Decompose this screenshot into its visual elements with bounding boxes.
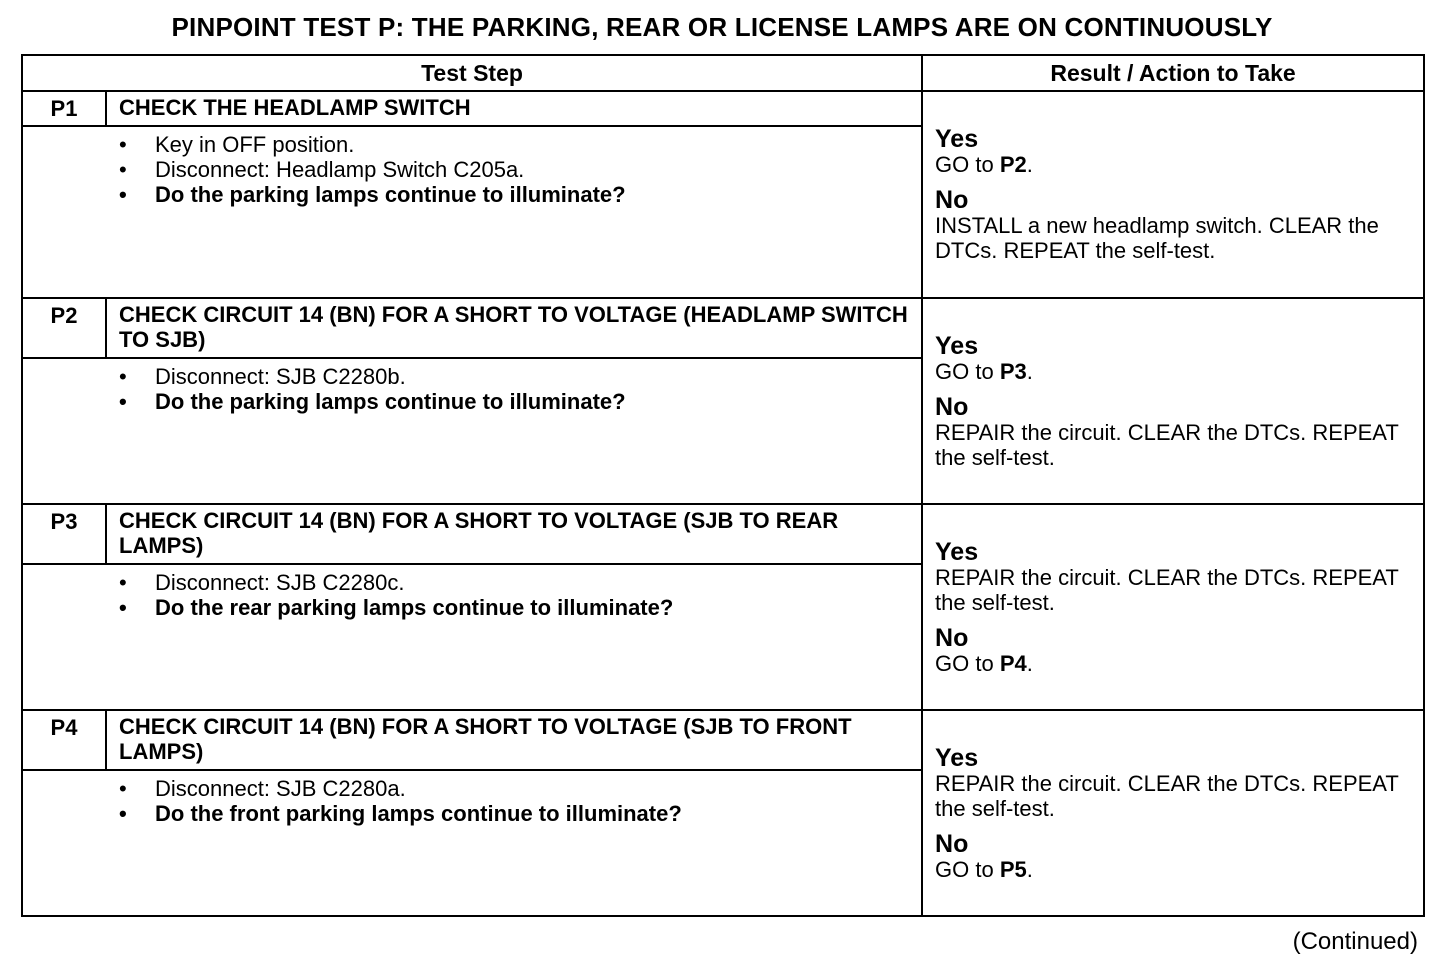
step-title-row: [22, 710, 1424, 770]
no-action: INSTALL a new headlamp switch. CLEAR the DTCs. REPEAT the self-test.: [935, 213, 1379, 263]
yes-label: Yes: [935, 331, 979, 360]
table-header-row: [22, 55, 1424, 91]
list-item: • Disconnect: Headlamp Switch C205a.: [119, 157, 525, 182]
step-title: CHECK CIRCUIT 14 (BN) FOR A SHORT TO VOLTAGE (SJB TO REAR LAMPS): [106, 504, 922, 564]
yes-label: Yes: [935, 743, 979, 772]
result-header: Result / Action to Take: [922, 55, 1424, 91]
step-id: P4: [22, 710, 106, 770]
no-action: GO to P4.: [935, 650, 1033, 676]
no-label: No: [935, 392, 969, 421]
step-title: CHECK CIRCUIT 14 (BN) FOR A SHORT TO VOLTAGE (SJB TO FRONT LAMPS): [106, 710, 922, 770]
step-result: [922, 298, 1424, 504]
list-item-question: • Do the parking lamps continue to illuminate?: [119, 389, 626, 414]
yes-action: REPAIR the circuit. CLEAR the DTCs. REPEAT the self-test.: [935, 564, 1399, 615]
step-instructions: [22, 358, 922, 504]
page-title: PINPOINT TEST P: THE PARKING, REAR OR LICENSE LAMPS ARE ON CONTINUOUSLY: [171, 12, 1273, 42]
list-item-question: • Do the rear parking lamps continue to illuminate?: [119, 595, 674, 620]
yes-label: Yes: [935, 537, 979, 566]
list-item: • Disconnect: SJB C2280a.: [119, 776, 406, 801]
list-item: • Disconnect: SJB C2280b.: [119, 364, 406, 389]
step-instructions: [22, 770, 922, 916]
step-id: P2: [22, 298, 106, 358]
no-label: No: [935, 186, 969, 214]
list-item: • Disconnect: SJB C2280c.: [119, 570, 405, 595]
no-action: GO to P5.: [935, 856, 1033, 882]
step-title: CHECK CIRCUIT 14 (BN) FOR A SHORT TO VOLTAGE (HEADLAMP SWITCH TO SJB): [106, 298, 922, 358]
list-item: • Key in OFF position.: [119, 132, 355, 157]
pinpoint-test-table: [21, 54, 1425, 917]
step-title-row: [22, 91, 1424, 126]
yes-action: GO to P2.: [935, 152, 1033, 177]
test-step-header: Test Step: [22, 55, 922, 91]
step-id: P3: [22, 504, 106, 564]
step-instructions: [22, 126, 922, 298]
list-item-question: • Do the front parking lamps continue to illuminate?: [119, 801, 682, 826]
no-label: No: [935, 829, 969, 858]
step-title-row: [22, 298, 1424, 358]
step-instructions: [22, 564, 922, 710]
no-label: No: [935, 623, 969, 652]
no-action: REPAIR the circuit. CLEAR the DTCs. REPEAT the self-test.: [935, 419, 1399, 470]
yes-action: GO to P3.: [935, 358, 1033, 384]
step-result: [922, 91, 1424, 298]
continued-label: (Continued): [1292, 928, 1418, 955]
yes-label: Yes: [935, 125, 979, 153]
step-title-row: [22, 504, 1424, 564]
yes-action: REPAIR the circuit. CLEAR the DTCs. REPEAT the self-test.: [935, 770, 1399, 821]
step-title: CHECK THE HEADLAMP SWITCH: [106, 91, 922, 126]
step-id: P1: [22, 91, 106, 126]
step-result: [922, 710, 1424, 916]
list-item-question: • Do the parking lamps continue to illuminate?: [119, 182, 626, 207]
step-result: [922, 504, 1424, 710]
